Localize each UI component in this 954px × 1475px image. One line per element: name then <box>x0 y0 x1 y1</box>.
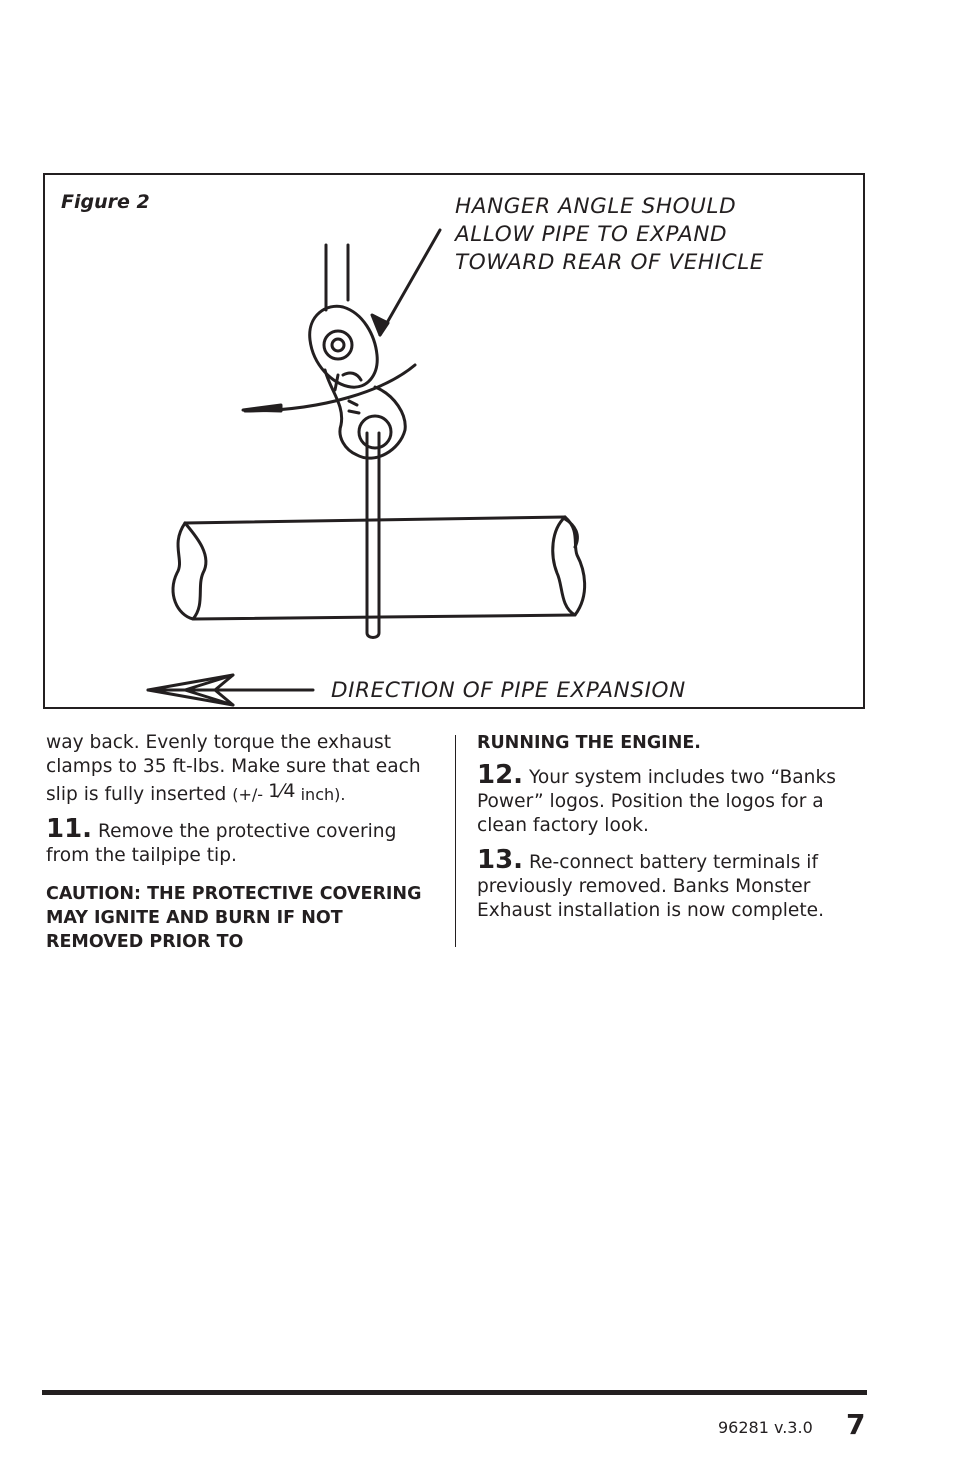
step-11 <box>46 814 441 868</box>
callout-line-1: HANGER ANGLE SHOULD <box>455 194 737 219</box>
step-13 <box>477 845 872 923</box>
step-12-text: Your system includes two “Banks Power” logos. Position the logos for a clean factory look. <box>477 767 836 836</box>
step-13-number: 13. <box>477 845 524 875</box>
footer-rule <box>42 1390 867 1395</box>
tolerance-suffix: inch). <box>295 785 346 804</box>
figure-2-box <box>43 173 865 709</box>
direction-label: DIRECTION OF PIPE EXPANSION <box>331 678 686 703</box>
column-divider <box>455 735 456 947</box>
rotation-arc <box>245 365 415 411</box>
tolerance-prefix: (+/- <box>232 785 269 804</box>
continuation-text: way back. Evenly torque the exhaust clamps to 35 ft-lbs. Make sure that each slip is fully inserted <box>46 732 421 805</box>
step-12-number: 12. <box>477 760 524 790</box>
step-13-text: Re-connect battery terminals if previously removed. Banks Monster Exhaust installation is now complete. <box>477 852 824 921</box>
continuation-paragraph <box>46 731 441 807</box>
step-12 <box>477 760 872 838</box>
running-engine-heading: RUNNING THE ENGINE. <box>477 733 701 753</box>
caution-text: CAUTION: THE PROTECTIVE COVERING MAY IGNITE AND BURN IF NOT REMOVED PRIOR TO <box>46 884 422 952</box>
rotation-arrowhead <box>243 405 281 411</box>
page-number: 7 <box>846 1408 866 1441</box>
lower-bolt <box>359 416 391 448</box>
tolerance-fraction: 1⁄4 <box>268 780 296 802</box>
step-11-number: 11. <box>46 814 93 844</box>
callout-line-2: ALLOW PIPE TO EXPAND <box>455 222 728 247</box>
figure-label: Figure 2 <box>61 191 150 213</box>
pipe-top <box>185 517 565 523</box>
pipe-left-end <box>173 523 206 619</box>
pipe-bottom <box>193 615 575 619</box>
callout-pointer <box>380 230 440 335</box>
pipe-right-end <box>553 517 585 615</box>
hanger-callout <box>455 193 764 277</box>
left-column <box>46 731 441 964</box>
hanger-wire <box>367 433 379 638</box>
upper-bolt-inner <box>332 339 344 351</box>
upper-bolt-outer <box>324 331 352 359</box>
callout-line-3: TOWARD REAR OF VEHICLE <box>455 250 764 275</box>
step-11-text: Remove the protective covering from the tailpipe tip. <box>46 821 397 866</box>
doc-version: 96281 v.3.0 <box>718 1418 813 1437</box>
right-column <box>477 731 872 933</box>
